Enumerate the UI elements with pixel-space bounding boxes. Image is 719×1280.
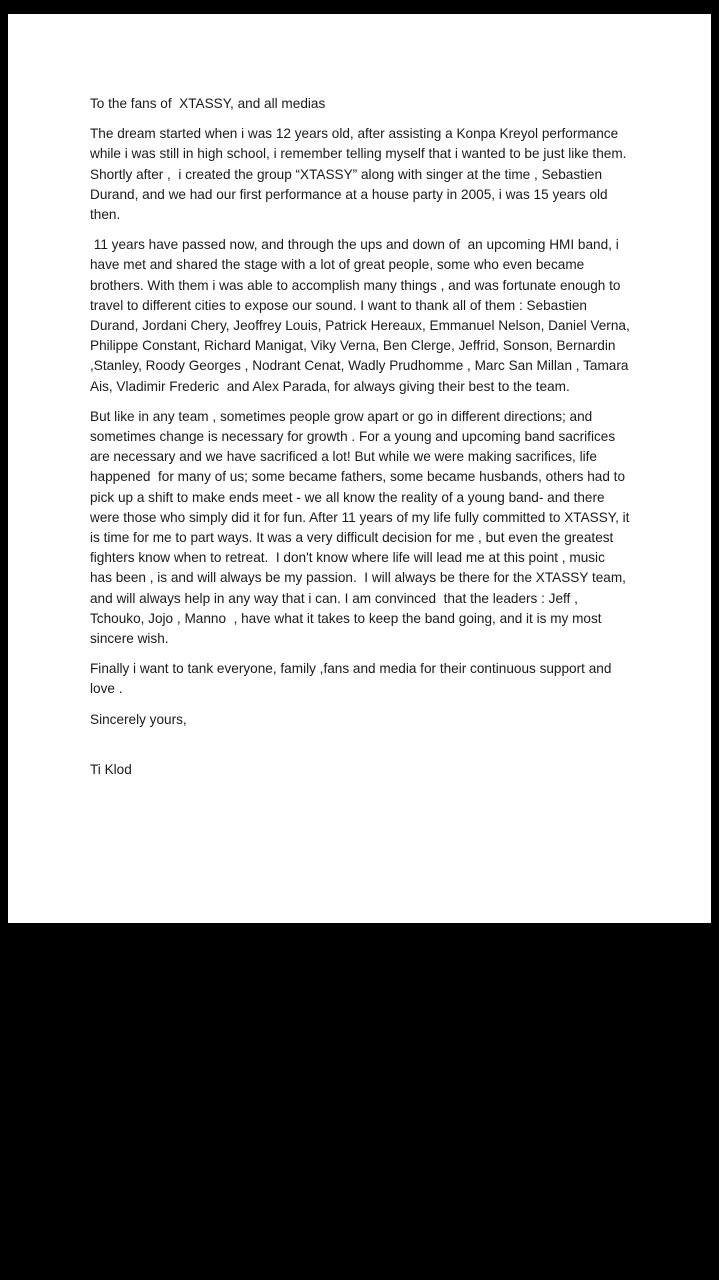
letter-paragraph-1: The dream started when i was 12 years old, after assisting a Konpa Kreyol performance while i was still in high school, i remember telling myself that i wanted to be just like them. Shortly after , i created the group “XTASSY” along with singer at the time , Sebastien Durand, and we had our first performance at a house party in 2005, i was 15 years old then. bbox=[90, 126, 631, 223]
letter-paragraph-3: But like in any team , sometimes people grow apart or go in different directions; and sometimes change is necessary for growth . For a young and upcoming band sacrifices are necessary and we have sacrificed a lot! But while we were making sacrifices, life happened for many of us; some became fathers, some became husbands, others had to pick up a shift to make ends meet - we all know the reality of a young band- and there were those who simply did it for fun. After 11 years of my life fully committed to XTASSY, it is time for me to part ways. It was a very difficult decision for me , but even the greatest fighters know when to retreat. I don't know where life will lead me at this point , music has been , is and will always be my passion. I will always be there for the XTASSY team, and will always help in any way that i can. I am convinced that the leaders : Jeff , Tchouko, Jojo , Manno , have what it takes to keep the band going, and it is my most sincere wish. bbox=[90, 408, 634, 647]
letter-signature: Ti Klod bbox=[90, 761, 132, 777]
letter-page bbox=[8, 14, 711, 923]
letter-body bbox=[90, 94, 634, 790]
letter-salutation: To the fans of XTASSY, and all medias bbox=[90, 96, 326, 111]
letter-closing: Sincerely yours, bbox=[90, 711, 187, 727]
letter-paragraph-2: 11 years have passed now, and through the ups and down of an upcoming HMI band, i have met and shared the stage with a lot of great people, some who even became brothers. With them i was able to accomplish many things , and was fortunate enough to travel to different cities to expose our sound. I want to thank all of them : Sebastien Durand, Jordani Chery, Jeoffrey Louis, Patrick Hereaux, Emmanuel Nelson, Daniel Verna, Philippe Constant, Richard Manigat, Viky Verna, Ben Clerge, Jeffrid, Sonson, Bernardin ,Stanley, Roody Georges , Nodrant Cenat, Wadly Prudhomme , Marc San Millan , Tamara Ais, Vladimir Frederic and Alex Parada, for always giving their best to the team. bbox=[90, 237, 634, 394]
letter-paragraph-4: Finally i want to tank everyone, family ,fans and media for their continuous support and love . bbox=[90, 661, 616, 697]
